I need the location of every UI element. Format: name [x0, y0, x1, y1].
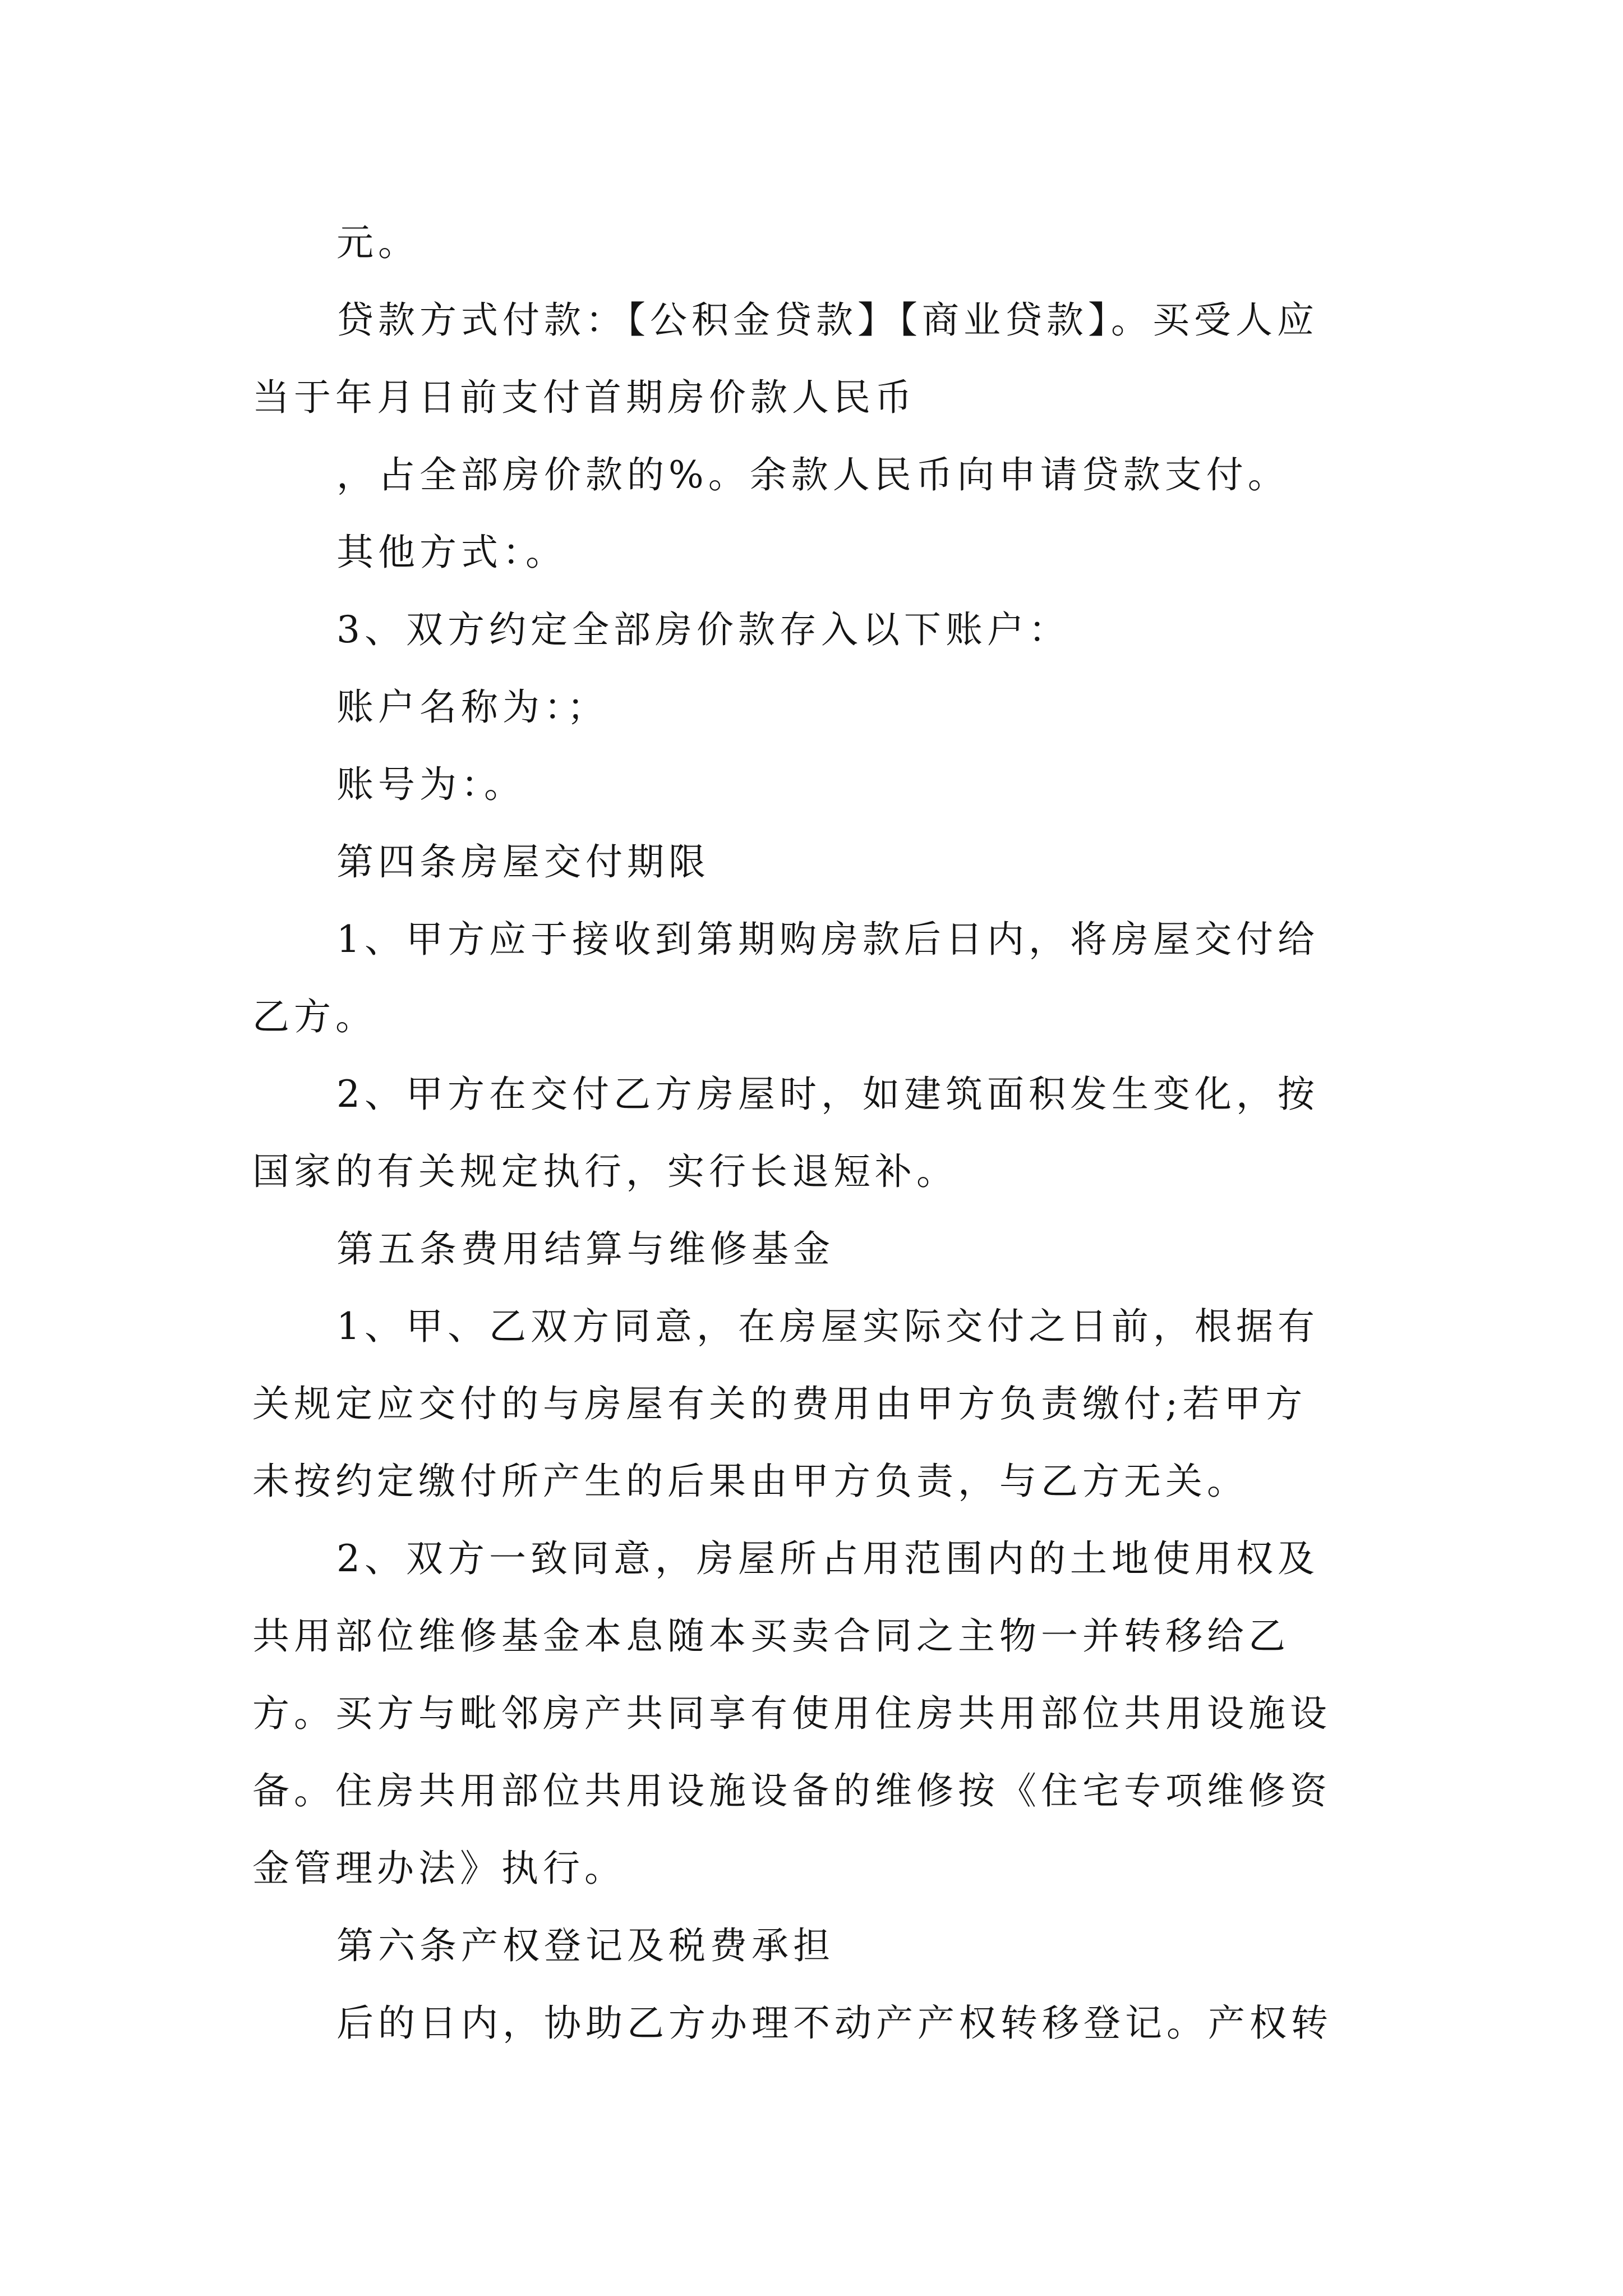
text-line: 关规定应交付的与房屋有关的费用由甲方负责缴付;若甲方	[252, 1382, 1307, 1425]
text-line: 账户名称为：；	[336, 685, 608, 729]
text-line: 共用部位维修基金本息随本买卖合同之主物一并转移给乙	[252, 1614, 1290, 1658]
section-heading: 第六条产权登记及税费承担	[336, 1924, 834, 1967]
text-line: 账号为：。	[336, 763, 525, 806]
text-line: 2、甲方在交付乙方房屋时，如建筑面积发生变化，按	[336, 1073, 1319, 1116]
text-line: 乙方。	[252, 995, 377, 1038]
text-line: 1、甲方应于接收到第期购房款后日内，将房屋交付给	[336, 918, 1319, 961]
text-line: 方。买方与毗邻房产共同享有使用住房共用部位共用设施设	[252, 1692, 1331, 1735]
text-line: 未按约定缴付所产生的后果由甲方负责，与乙方无关。	[252, 1460, 1248, 1503]
text-line: 3、双方约定全部房价款存入以下账户：	[336, 608, 1070, 651]
text-line: 贷款方式付款：【公积金贷款】【商业贷款】。买受人应	[336, 298, 1318, 342]
text-line: 1、甲、乙双方同意，在房屋实际交付之日前，根据有	[336, 1305, 1319, 1348]
text-line: 国家的有关规定执行，实行长退短补。	[252, 1150, 958, 1193]
text-line: 备。住房共用部位共用设施设备的维修按《住宅专项维修资	[252, 1769, 1331, 1812]
text-line: 元。	[336, 221, 419, 264]
section-heading: 第四条房屋交付期限	[336, 840, 710, 884]
text-line: ，占全部房价款的%。余款人民币向申请贷款支付。	[336, 453, 1289, 496]
section-heading: 第五条费用结算与维修基金	[336, 1227, 834, 1271]
text-line: 当于年月日前支付首期房价款人民币	[252, 376, 916, 419]
text-line: 后的日内，协助乙方办理不动产产权转移登记。产权转	[336, 2001, 1332, 2045]
text-line: 金管理办法》执行。	[252, 1847, 626, 1890]
text-line: 其他方式：。	[336, 531, 567, 574]
text-line: 2、双方一致同意，房屋所占用范围内的土地使用权及	[336, 1537, 1319, 1580]
